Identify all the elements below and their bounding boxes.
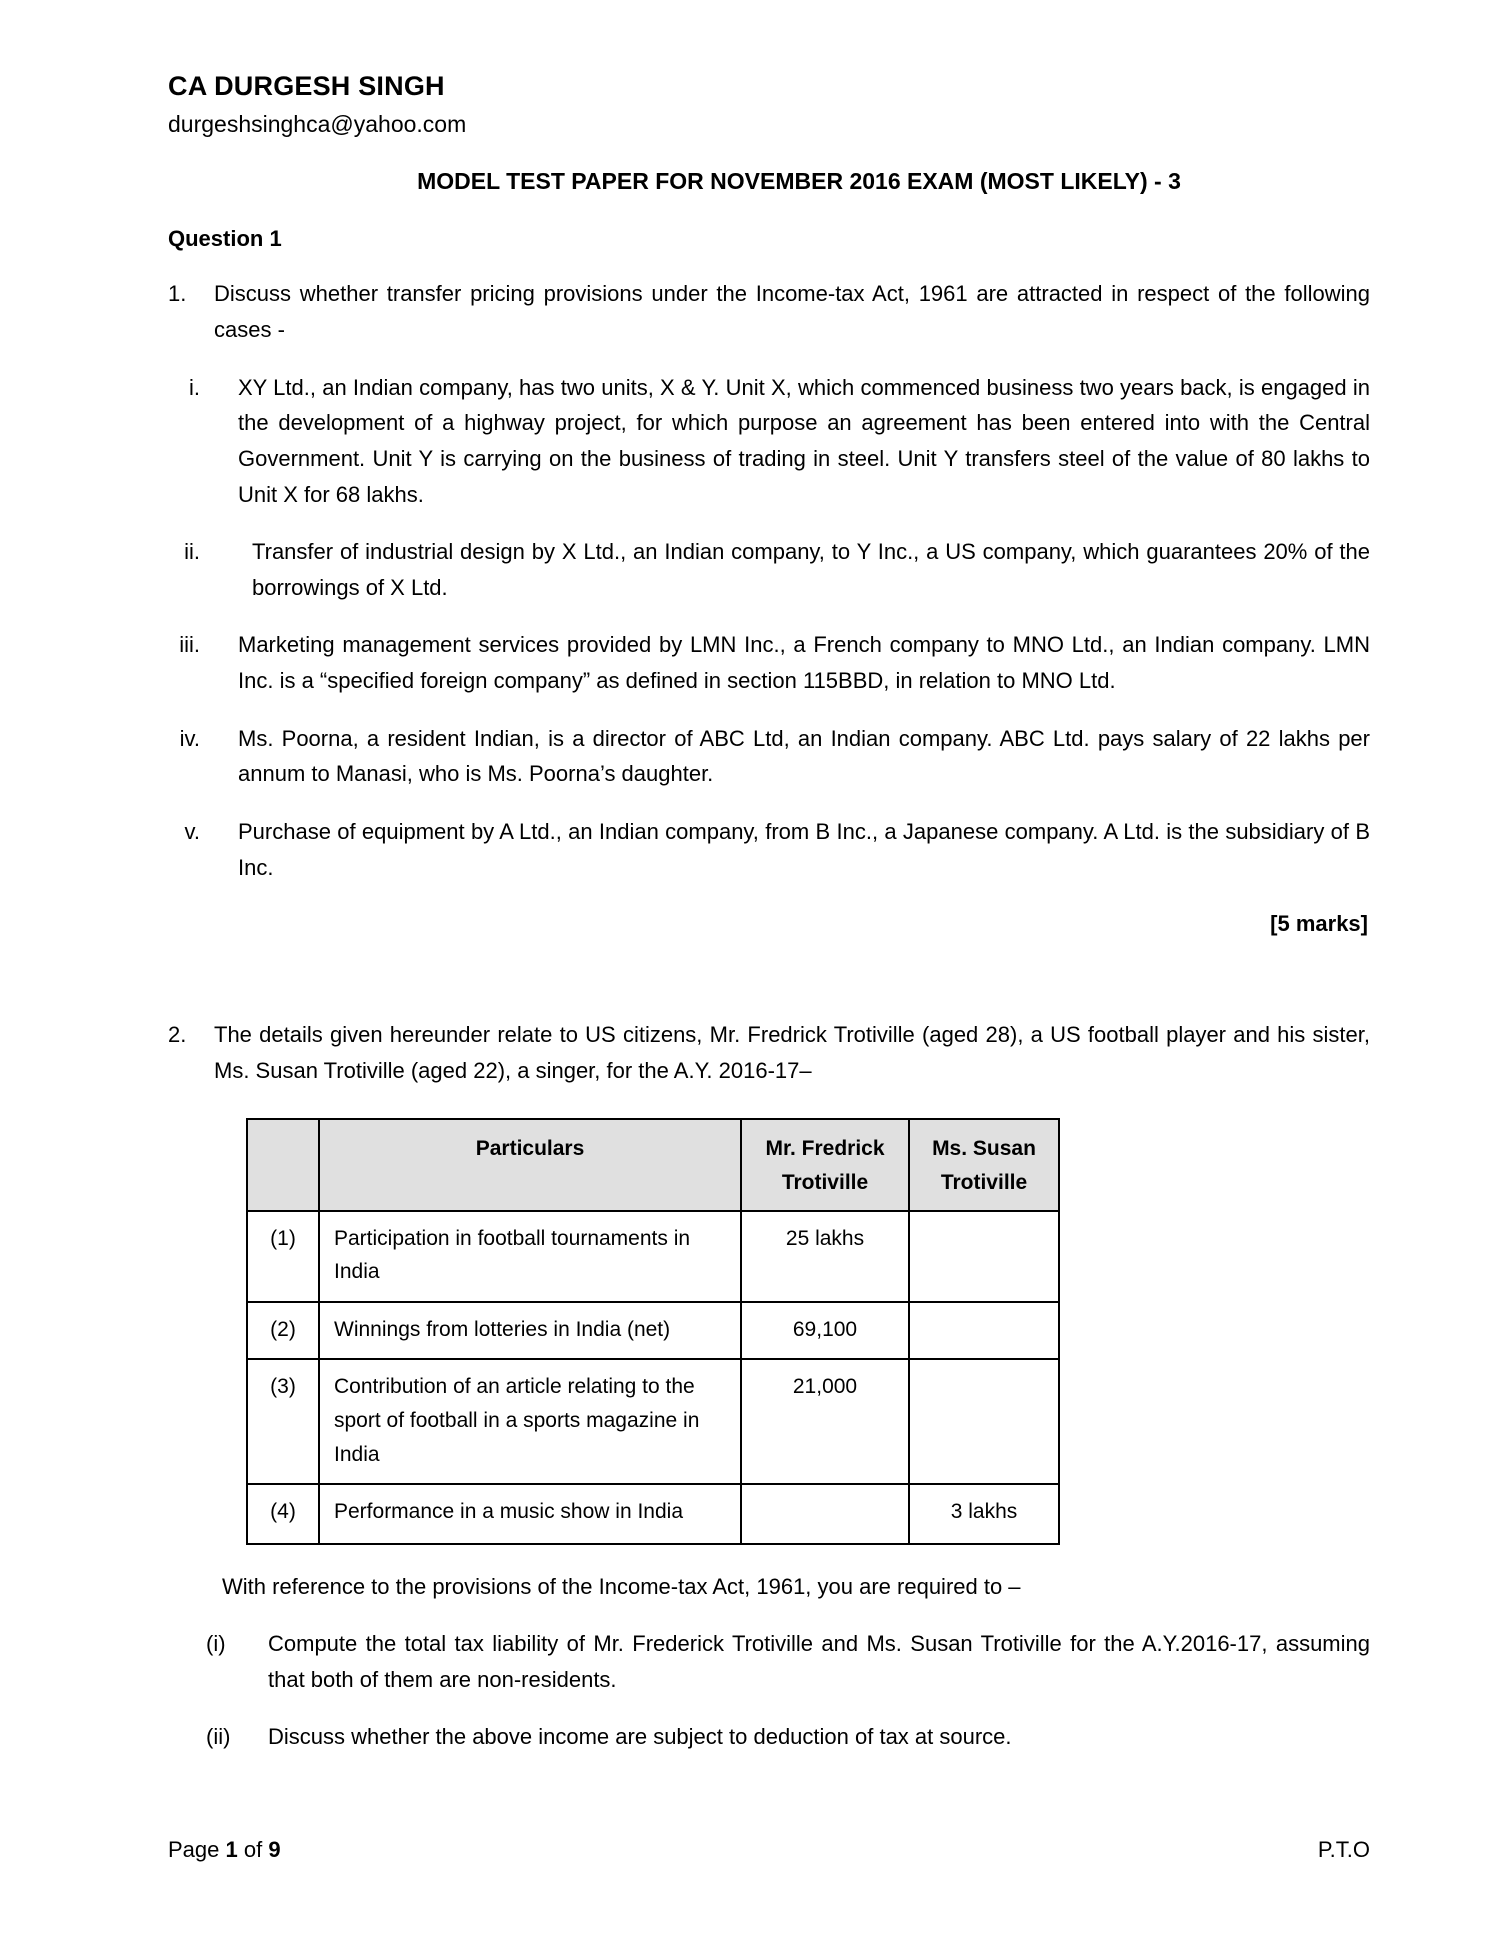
table-header-row xyxy=(247,1119,1059,1210)
column-header-susan-line2: Trotiville xyxy=(940,1170,1028,1194)
row-index: (4) xyxy=(247,1484,319,1544)
question-2-text: The details given hereunder relate to US citizens, Mr. Fredrick Trotiville (aged 28), a US football player and his sister, Ms. Susan Trotiville (aged 22), a singer, for the A.Y. 2016-17– xyxy=(214,1022,1370,1083)
list-item xyxy=(168,627,1370,698)
table-row xyxy=(247,1211,1059,1302)
page-number-indicator xyxy=(168,1837,281,1863)
footer-pto-note: P.T.O xyxy=(1317,1837,1370,1862)
footer-page-prefix: Page xyxy=(168,1837,226,1862)
author-email: durgeshsinghca@yahoo.com xyxy=(168,110,467,137)
footer-page-number: 1 xyxy=(225,1837,238,1862)
row-particulars: Participation in football tournaments in India xyxy=(319,1211,741,1302)
column-header-fredrick-line2: Trotiville xyxy=(781,1170,869,1194)
row-index: (2) xyxy=(247,1302,319,1360)
table-row xyxy=(247,1484,1059,1544)
list-item-marker: iii. xyxy=(179,632,200,658)
list-item-text: Purchase of equipment by A Ltd., an Indian company, from B Inc., a Japanese company. A Ltd. is the subsidiary of B Inc. xyxy=(238,818,1370,880)
list-item-text: Discuss whether the above income are subject to deduction of tax at source. xyxy=(268,1724,1012,1750)
row-value-susan xyxy=(909,1359,1059,1484)
column-header-susan xyxy=(909,1119,1059,1210)
list-item-marker: iv. xyxy=(179,725,200,751)
row-value-fredrick: 25 lakhs xyxy=(741,1211,909,1302)
page-title: MODEL TEST PAPER FOR NOVEMBER 2016 EXAM (MOST LIKELY) - 3 xyxy=(417,167,1181,194)
list-item xyxy=(168,1626,1370,1697)
letterhead xyxy=(168,70,1370,139)
author-name: CA DURGESH SINGH xyxy=(168,71,445,101)
list-item-marker: (ii) xyxy=(206,1724,231,1750)
question-1-sub-list xyxy=(168,370,1370,886)
table-header xyxy=(247,1119,1059,1210)
list-item-text: Transfer of industrial design by X Ltd., an Indian company, to Y Inc., a US company, which guarantees 20% of the borrowings of X Ltd. xyxy=(252,539,1370,600)
question-1-text: Discuss whether transfer pricing provisions under the Income-tax Act, 1961 are attracted in respect of the following cases - xyxy=(214,281,1370,343)
list-item xyxy=(168,1719,1370,1755)
row-index: (3) xyxy=(247,1359,319,1484)
list-item-marker: v. xyxy=(184,818,200,844)
row-value-susan xyxy=(909,1302,1059,1360)
table-row xyxy=(247,1302,1059,1360)
income-particulars-table xyxy=(246,1118,1060,1544)
question-1-item xyxy=(168,276,1370,347)
list-item-text: Marketing management services provided by LMN Inc., a French company to MNO Ltd., an Indian company. LMN Inc. is a “specified foreign company” as defined in section 115BBD, in relation to MNO Ltd. xyxy=(238,632,1370,694)
list-item-text: Ms. Poorna, a resident Indian, is a director of ABC Ltd, an Indian company. ABC Ltd. pays salary of 22 lakhs per annum to Manasi, who is Ms. Poorna’s daughter. xyxy=(238,725,1370,787)
marks-allocation: [5 marks] xyxy=(1270,911,1368,937)
row-value-fredrick: 69,100 xyxy=(741,1302,909,1360)
table-row xyxy=(247,1359,1059,1484)
row-particulars: Winnings from lotteries in India (net) xyxy=(319,1302,741,1360)
spacer xyxy=(168,937,1370,993)
column-header-fredrick-line1: Mr. Fredrick xyxy=(765,1137,885,1161)
question-2-item xyxy=(168,1017,1370,1088)
footer-page-total: 9 xyxy=(268,1837,281,1862)
row-value-susan xyxy=(909,1211,1059,1302)
list-item-text: Compute the total tax liability of Mr. Frederick Trotiville and Ms. Susan Trotiville for the A.Y.2016-17, assuming that both of them are non-residents. xyxy=(268,1630,1370,1692)
list-item-marker: (i) xyxy=(206,1630,226,1656)
question-1-marker: 1. xyxy=(168,281,187,307)
column-header-susan-line1: Ms. Susan xyxy=(932,1137,1036,1161)
list-item xyxy=(168,370,1370,513)
page-footer xyxy=(168,1837,1370,1863)
table-body xyxy=(247,1211,1059,1544)
column-header-index xyxy=(247,1119,319,1210)
question-2-marker: 2. xyxy=(168,1022,187,1048)
row-value-susan: 3 lakhs xyxy=(909,1484,1059,1544)
column-header-particulars: Particulars xyxy=(319,1119,741,1210)
footer-page-middle: of xyxy=(237,1837,269,1862)
row-value-fredrick xyxy=(741,1484,909,1544)
list-item xyxy=(168,721,1370,792)
section-heading-question-1: Question 1 xyxy=(168,226,282,252)
row-particulars: Performance in a music show in India xyxy=(319,1484,741,1544)
row-particulars: Contribution of an article relating to the sport of football in a sports magazine in India xyxy=(319,1359,741,1484)
list-item-text: XY Ltd., an Indian company, has two units, X & Y. Unit X, which commenced business two years back, is engaged in the development of a highway project, for which purpose an agreement has been entered into with the Central Government. Unit Y is carrying on the business of trading in steel. Unit Y transfers steel of the value of 80 lakhs to Unit X for 68 lakhs. xyxy=(238,374,1370,507)
income-particulars-table-wrapper xyxy=(246,1118,1036,1544)
list-item xyxy=(168,534,1370,605)
row-value-fredrick: 21,000 xyxy=(741,1359,909,1484)
list-item-marker: i. xyxy=(189,374,200,400)
list-item xyxy=(168,814,1370,885)
column-header-fredrick xyxy=(741,1119,909,1210)
list-item-marker: ii. xyxy=(184,539,200,565)
row-index: (1) xyxy=(247,1211,319,1302)
question-2-instruction: With reference to the provisions of the Income-tax Act, 1961, you are required to – xyxy=(222,1573,1021,1599)
